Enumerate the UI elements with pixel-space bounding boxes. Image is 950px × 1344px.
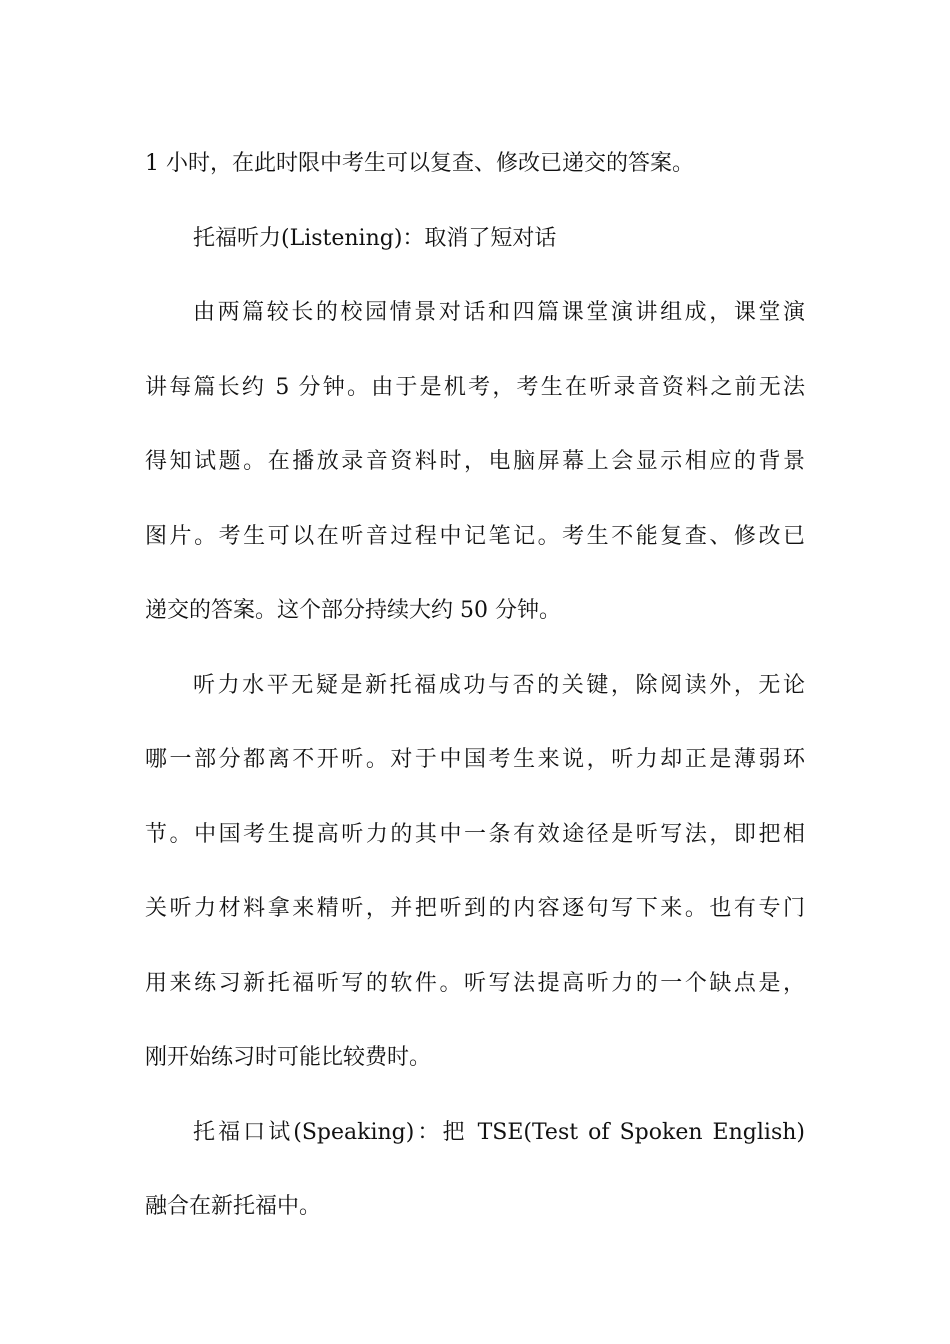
section-heading-speaking: 托福口试(Speaking)：把 TSE(Test of Spoken English): [193, 1119, 805, 1145]
text-line: 用来练习新托福听写的软件。听写法提高听力的一个缺点是，: [145, 970, 805, 996]
text-line: 由两篇较长的校园情景对话和四篇课堂演讲组成，课堂演: [193, 300, 805, 325]
text-line: 关听力材料拿来精听，并把听到的内容逐句写下来。也有专门: [145, 896, 805, 921]
document-body: [145, 127, 805, 1245]
text-line: 图片。考生可以在听音过程中记笔记。考生不能复查、修改已: [145, 523, 805, 549]
text-line: 哪一部分都离不开听。对于中国考生来说，听力却正是薄弱环: [145, 747, 805, 772]
text-line: 听力水平无疑是新托福成功与否的关键，除阅读外，无论: [193, 672, 805, 698]
text-line: 融合在新托福中。: [145, 1194, 322, 1219]
text-line: 得知试题。在播放录音资料时，电脑屏幕上会显示相应的背景: [145, 449, 805, 474]
text-line: 递交的答案。这个部分持续大约 50 分钟。: [145, 598, 561, 623]
text-line: 刚开始练习时可能比较费时。: [145, 1045, 432, 1070]
text-line: 讲每篇长约 5 分钟。由于是机考，考生在听录音资料之前无法: [145, 374, 805, 400]
text-line: 节。中国考生提高听力的其中一条有效途径是听写法，即把相: [145, 821, 805, 847]
section-heading-listening: 托福听力(Listening)：取消了短对话: [193, 225, 557, 251]
text-line: 1 小时，在此时限中考生可以复查、修改已递交的答案。: [145, 151, 694, 176]
